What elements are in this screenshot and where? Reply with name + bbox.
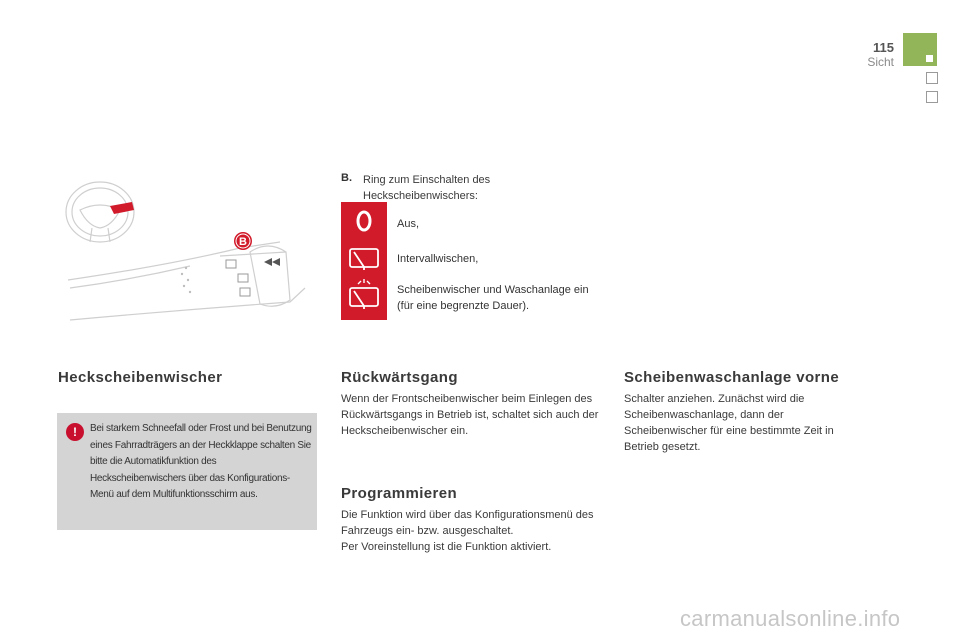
chapter-tab-marker <box>926 55 933 62</box>
programmieren-text-2: Per Voreinstellung ist die Funktion aktiviert. <box>341 541 552 553</box>
scheibenwaschanlage-text: Schalter anziehen. Zunächst wird die Scheibenwaschanlage, dann der Scheibenwischer für eine bestimmte Zeit in Betrieb gesetzt. <box>624 393 834 453</box>
intermittent-wipe-icon <box>350 249 378 270</box>
chapter-tab-empty <box>926 72 938 84</box>
heading-rueckwaertsgang: Rückwärtsgang <box>341 369 458 386</box>
wash-wipe-icon <box>350 279 378 309</box>
warning-text: Bei starkem Schneefall oder Frost und bei Benutzung eines Fahrradträgers an der Heckklappe schalten Sie bitte die Automatikfunktion des Heckscheibenwischers über das Konfigurations-Menü auf dem Multifunktionsschirm aus. <box>90 423 312 500</box>
rueckwaertsgang-text: Wenn der Frontscheibenwischer beim Einlegen des Rückwärtsgangs in Betrieb ist, schaltet sich auch der Heckscheibenwischer ein. <box>341 393 599 437</box>
programmieren-text-1: Die Funktion wird über das Konfigurationsmenü des Fahrzeugs ein- bzw. ausgeschaltet. <box>341 509 594 537</box>
heading-heckscheibenwischer: Heckscheibenwischer <box>58 369 223 386</box>
heading-programmieren: Programmieren <box>341 485 458 502</box>
exclamation-icon: ! <box>66 423 84 441</box>
callout-b-badge <box>234 232 252 250</box>
chapter-tab-empty <box>926 91 938 103</box>
option-intervallwischen: Intervallwischen, <box>397 253 479 265</box>
zero-position-icon <box>358 212 370 230</box>
wiper-stalk-illustration <box>50 170 330 340</box>
section-title: Sicht <box>867 55 894 69</box>
callout-b-label: B <box>239 236 247 248</box>
ring-description: Ring zum Einschalten des Heckscheibenwischers: <box>363 174 491 202</box>
heading-scheibenwaschanlage: Scheibenwaschanlage vorne <box>624 369 840 386</box>
rewind-symbol <box>264 258 280 266</box>
ring-symbols <box>341 202 387 320</box>
ring-label: B. <box>341 172 352 184</box>
watermark: carmanualsonline.info <box>680 606 901 631</box>
page-number: 115 <box>873 40 894 55</box>
option-aus: Aus, <box>397 218 420 230</box>
option-waschanlage: Scheibenwischer und Waschanlage ein (für eine begrenzte Dauer). <box>397 284 589 312</box>
stalk-highlight <box>110 202 134 214</box>
